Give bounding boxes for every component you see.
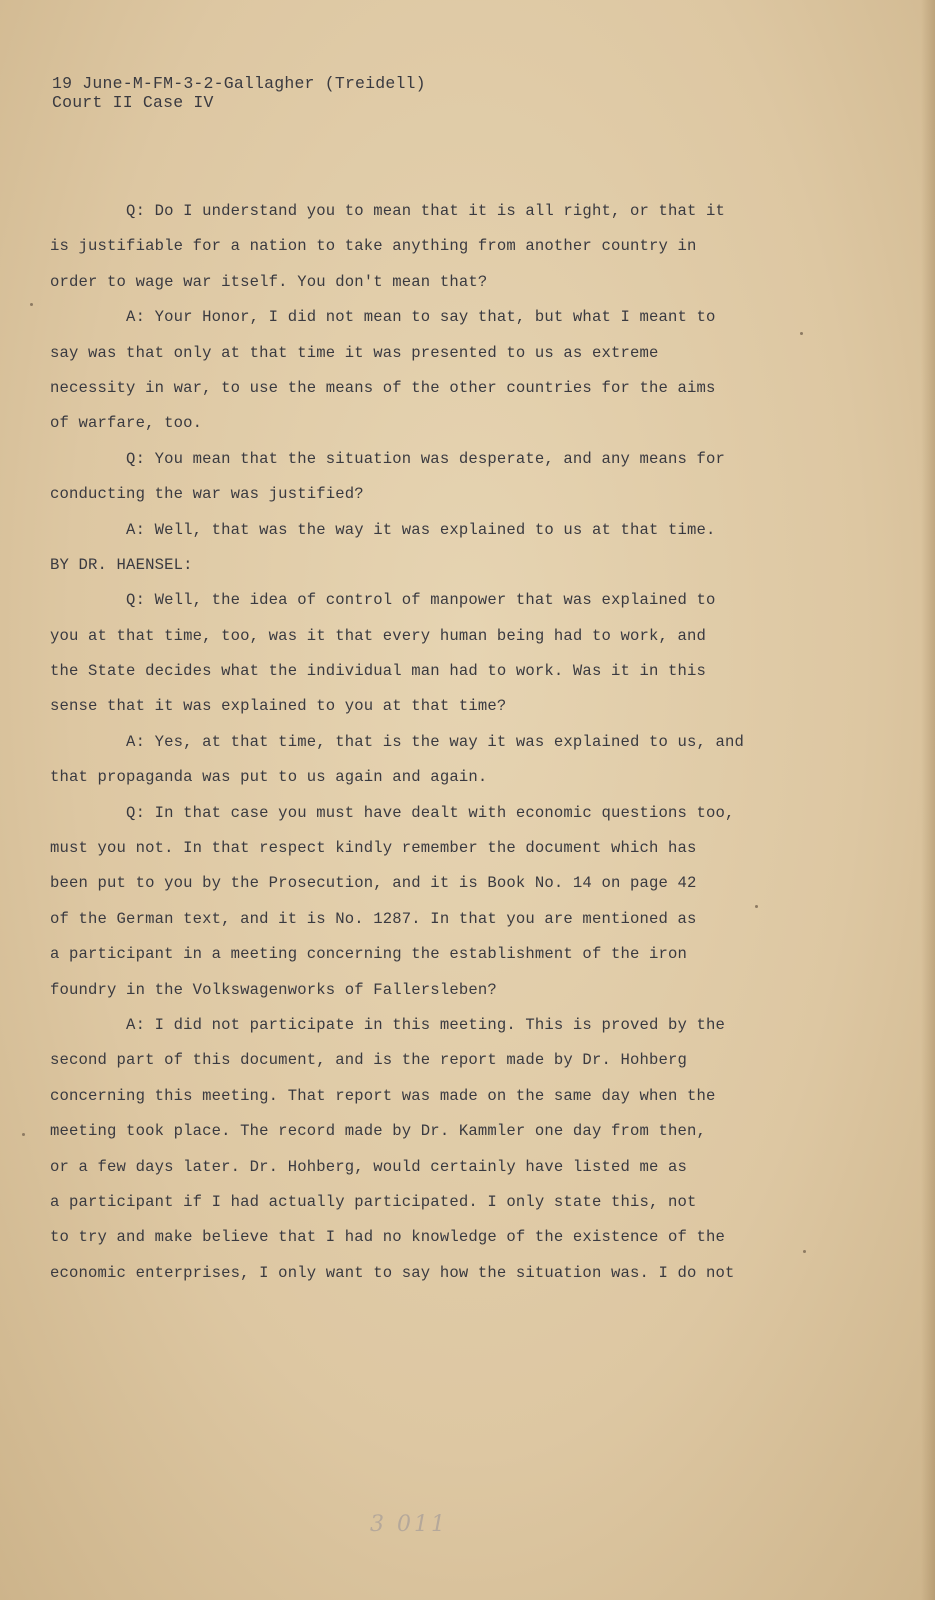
paper-speck — [803, 1250, 806, 1253]
body-line: Q: Well, the idea of control of manpower that was explained to — [50, 591, 716, 610]
body-line: Q: Do I understand you to mean that it is all right, or that it — [50, 202, 726, 220]
body-line: to try and make believe that I had no knowledge of the existence of the — [50, 1228, 726, 1247]
document-header — [52, 74, 426, 112]
body-line: A: Well, that was the way it was explained to us at that time. — [50, 520, 716, 539]
body-line: a participant if I had actually participated. I only state this, not — [50, 1192, 697, 1211]
header-line-1: 19 June-M-FM-3-2-Gallagher (Treidell) — [52, 74, 426, 93]
body-line: or a few days later. Dr. Hohberg, would certainly have listed me as — [50, 1157, 688, 1176]
body-line: you at that time, too, was it that every human being had to work, and — [50, 626, 707, 645]
paper-speck — [800, 332, 803, 335]
body-line: conducting the war was justified? — [50, 485, 364, 504]
speaker-heading: BY DR. HAENSEL: — [50, 555, 193, 574]
body-line: meeting took place. The record made by Dr. Kammler one day from then, — [50, 1122, 707, 1141]
body-line: concerning this meeting. That report was made on the same day when the — [50, 1086, 716, 1105]
transcript-body — [50, 194, 850, 1291]
paper-speck — [755, 905, 758, 908]
body-line: foundry in the Volkswagenworks of Fallersleben? — [50, 980, 497, 999]
page-number-stamp: 3 011 — [370, 1512, 448, 1537]
page-edge-shadow — [921, 0, 935, 1600]
body-line: A: I did not participate in this meeting. This is proved by the — [50, 1015, 726, 1034]
body-line: Q: You mean that the situation was desperate, and any means for — [50, 449, 726, 468]
paper-speck — [22, 1133, 25, 1136]
body-line: a participant in a meeting concerning the establishment of the iron — [50, 945, 688, 964]
body-line: A: Yes, at that time, that is the way it was explained to us, and — [50, 732, 745, 751]
body-line: necessity in war, to use the means of the other countries for the aims — [50, 378, 716, 397]
body-line: must you not. In that respect kindly remember the document which has — [50, 839, 697, 858]
body-line: is justifiable for a nation to take anything from another country in — [50, 237, 697, 256]
body-line: economic enterprises, I only want to say how the situation was. I do not — [50, 1263, 735, 1282]
body-line: Q: In that case you must have dealt with economic questions too, — [50, 803, 735, 822]
body-line: that propaganda was put to us again and again. — [50, 768, 488, 787]
paper-speck — [30, 303, 33, 306]
body-line: of warfare, too. — [50, 414, 203, 433]
header-line-2: Court II Case IV — [52, 93, 214, 112]
body-line: A: Your Honor, I did not mean to say that, but what I meant to — [50, 308, 716, 327]
body-line: been put to you by the Prosecution, and it is Book No. 14 on page 42 — [50, 874, 697, 893]
body-line: the State decides what the individual man had to work. Was it in this — [50, 662, 707, 681]
body-line: sense that it was explained to you at that time? — [50, 697, 507, 716]
body-line: second part of this document, and is the report made by Dr. Hohberg — [50, 1051, 688, 1070]
body-line: say was that only at that time it was presented to us as extreme — [50, 343, 659, 362]
body-line: of the German text, and it is No. 1287. In that you are mentioned as — [50, 909, 697, 928]
body-line: order to wage war itself. You don't mean that? — [50, 272, 488, 291]
